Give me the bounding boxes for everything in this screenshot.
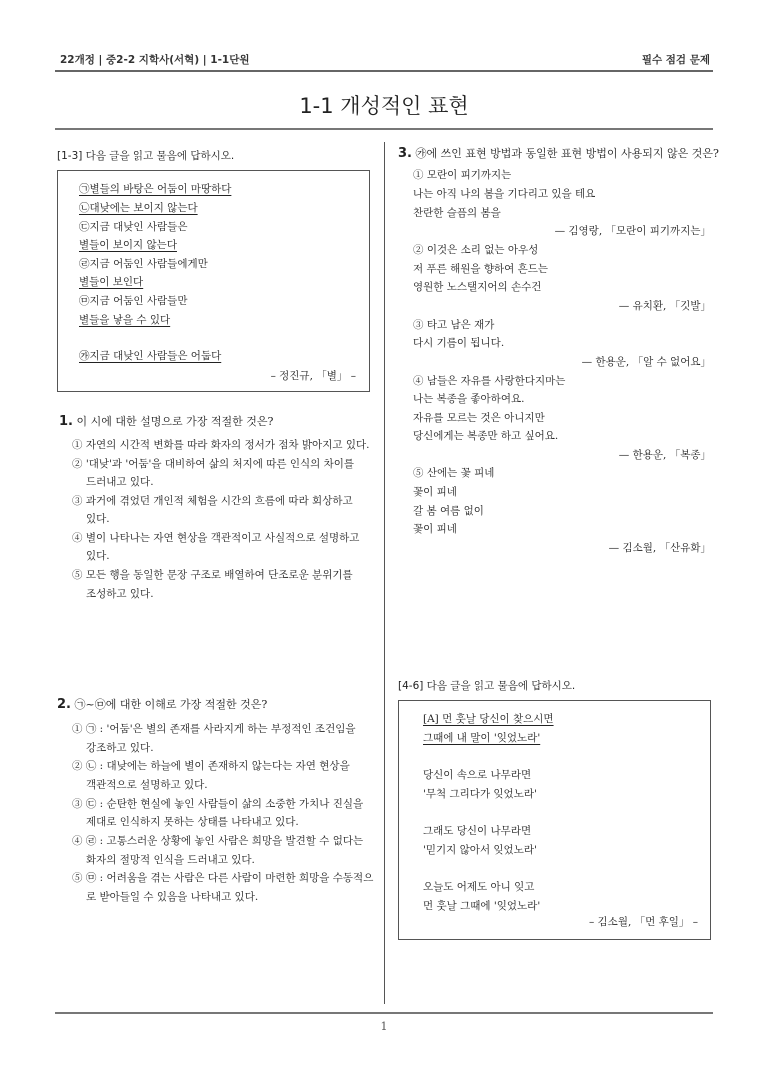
q3-option-cont: 꽃이 피네 <box>413 486 457 498</box>
poem-line: ㉢지금 대낮인 사람들은 <box>79 221 188 233</box>
header-section-label: 필수 점검 문제 <box>641 54 710 66</box>
q1-option[interactable]: ⑤ 모든 행을 동일한 문장 구조로 배열하여 단조로운 분위기를 <box>72 569 353 581</box>
question-stem: ㉮에 쓰인 표현 방법과 동일한 표현 방법이 사용되지 않은 것은? <box>415 147 719 160</box>
q3-option-cont: 다시 기름이 됩니다. <box>413 337 505 349</box>
poem-line: 오늘도 어제도 아니 잊고 <box>423 881 535 893</box>
q3-option-source: — 한용운, 「알 수 없어요」 <box>581 356 711 368</box>
q2-option-cont: 객관적으로 설명하고 있다. <box>86 779 208 791</box>
q2-option-cont: 로 받아들일 수 있음을 나타내고 있다. <box>86 891 259 903</box>
question-number: 2 <box>57 697 67 712</box>
q2-option-cont: 제대로 인식하지 못하는 상태를 나타내고 있다. <box>86 816 299 828</box>
q1-option-cont: 있다. <box>86 550 110 562</box>
header-course-info: 22개정 | 중2-2 지학사(서혁) | 1-1단원 <box>60 54 250 66</box>
q3-option-cont: 나는 아직 나의 봄을 기다리고 있을 테요 <box>413 188 596 200</box>
page-title: 1-1 개성적인 표현 <box>299 94 469 118</box>
q3-option-source: — 김영랑, 「모란이 피기까지는」 <box>554 225 711 237</box>
q1-option[interactable]: ③ 과거에 겪었던 개인적 체험을 시간의 흐름에 따라 회상하고 <box>72 495 353 507</box>
poem-line: ㉠별들의 바탕은 어둠이 마땅하다 <box>79 183 232 195</box>
poem-line: 별들이 보인다 <box>79 276 144 288</box>
poem-line <box>423 711 554 726</box>
q3-option-cont: 갈 봄 여름 없이 <box>413 505 484 517</box>
section-head-1-3: [1-3] 다음 글을 읽고 물음에 답하시오. <box>57 150 235 162</box>
question-1: 1. 이 시에 대한 설명으로 가장 적절한 것은? <box>59 414 274 429</box>
q3-option-cont: 자유를 모르는 것은 아니지만 <box>413 412 545 424</box>
column-divider <box>384 142 385 1004</box>
q2-option[interactable]: ④ ㉣ : 고통스러운 상황에 놓인 사람은 희망을 발견할 수 없다는 <box>72 835 364 847</box>
poem-line: 먼 훗날 그때에 '잊었노라' <box>423 900 541 912</box>
q2-option[interactable]: ① ㉠ : '어둠'은 별의 존재를 사라지게 하는 부정적인 조건임을 <box>72 723 356 735</box>
header-rule <box>55 70 713 72</box>
footer-rule <box>55 1012 713 1014</box>
poem-source: – 김소월, 「먼 후일」 – <box>588 916 698 928</box>
poem-line-text: [A] 먼 훗날 당신이 찾으시면 <box>423 713 554 725</box>
question-stem: ㉠~㉤에 대한 이해로 가장 적절한 것은? <box>74 698 268 711</box>
section-head-4-6: [4-6] 다음 글을 읽고 물음에 답하시오. <box>398 680 576 692</box>
q1-option[interactable]: ② '대낮'과 '어둠'을 대비하여 삶의 처지에 따른 인식의 차이를 <box>72 458 355 470</box>
question-stem: 이 시에 대한 설명으로 가장 적절한 것은? <box>76 415 274 428</box>
poem-source: – 정진규, 「별」 – <box>270 370 356 382</box>
poem-line: ㉮지금 대낮인 사람들은 어둡다 <box>79 350 222 362</box>
q2-option-cont: 강조하고 있다. <box>86 742 154 754</box>
q3-option-source: — 유치환, 「깃발」 <box>618 300 711 312</box>
q1-option-cont: 조성하고 있다. <box>86 588 154 600</box>
poem-line: 그래도 당신이 나무라면 <box>423 825 532 837</box>
poem-line: ㉤지금 어둠인 사람들만 <box>79 295 188 307</box>
question-2: 2. ㉠~㉤에 대한 이해로 가장 적절한 것은? <box>57 697 268 712</box>
q3-option[interactable]: ⑤ 산에는 꽃 피네 <box>413 467 495 479</box>
q1-option[interactable]: ④ 별이 나타나는 자연 현상을 객관적이고 사실적으로 설명하고 <box>72 532 360 544</box>
poem-line: 당신이 속으로 나무라면 <box>423 769 532 781</box>
q3-option[interactable]: ③ 타고 남은 재가 <box>413 319 495 331</box>
q3-option-cont: 당신에게는 복종만 하고 싶어요. <box>413 430 559 442</box>
q3-option-source: — 김소월, 「산유화」 <box>608 542 711 554</box>
q3-option[interactable]: ① 모란이 피기까지는 <box>413 169 512 181</box>
poem-line: '믿기지 않아서 잊었노라' <box>423 844 537 856</box>
poem-line: 별들이 보이지 않는다 <box>79 239 177 251</box>
q3-option-cont: 나는 복종을 좋아하여요. <box>413 393 525 405</box>
poem-line: 별들을 낳을 수 있다 <box>79 314 171 326</box>
q1-option-cont: 드러내고 있다. <box>86 476 154 488</box>
q1-option[interactable]: ① 자연의 시간적 변화를 따라 화자의 정서가 점차 밝아지고 있다. <box>72 439 370 451</box>
q3-option-cont: 찬란한 슬픔의 봄을 <box>413 207 501 219</box>
title-rule <box>55 128 713 130</box>
poem-line: ㉡대낮에는 보이지 않는다 <box>79 202 198 214</box>
poem-line: '무척 그리다가 잊었노라' <box>423 788 537 800</box>
q3-option[interactable]: ② 이것은 소리 없는 아우성 <box>413 244 539 256</box>
poem-line: ㉣지금 어둠인 사람들에게만 <box>79 258 208 270</box>
poem-line: 그때에 내 말이 '잊었노라' <box>423 732 541 744</box>
q3-option[interactable]: ④ 남들은 자유를 사랑한다지마는 <box>413 375 566 387</box>
q2-option-cont: 화자의 절망적 인식을 드러내고 있다. <box>86 854 255 866</box>
q3-option-cont: 저 푸른 해원을 향하여 흔드는 <box>413 263 549 275</box>
q3-option-cont: 영원한 노스탤지어의 손수건 <box>413 281 542 293</box>
q1-option-cont: 있다. <box>86 513 110 525</box>
question-number: 1 <box>59 414 69 429</box>
q3-option-cont: 꽃이 피네 <box>413 523 457 535</box>
question-number: 3 <box>398 146 408 161</box>
q2-option[interactable]: ⑤ ㉤ : 어려움을 겪는 사람은 다른 사람이 마련한 희망을 수동적으 <box>72 872 374 884</box>
question-3: 3. ㉮에 쓰인 표현 방법과 동일한 표현 방법이 사용되지 않은 것은? <box>398 146 719 161</box>
q2-option[interactable]: ② ㉡ : 대낮에는 하늘에 별이 존재하지 않는다는 자연 현상을 <box>72 760 350 772</box>
page-number: 1 <box>380 1020 388 1033</box>
q2-option[interactable]: ③ ㉢ : 순탄한 현실에 놓인 사람들이 삶의 소중한 가치나 진실을 <box>72 798 364 810</box>
q3-option-source: — 한용운, 「복종」 <box>618 449 711 461</box>
